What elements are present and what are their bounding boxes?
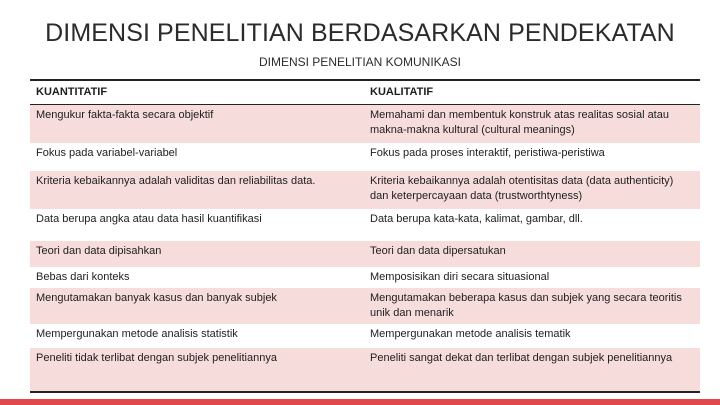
- header-kuantitatif: KUANTITATIF: [30, 80, 364, 105]
- header-kualitatif: KUALITATIF: [364, 80, 700, 105]
- cell-kualitatif: Mengutamakan beberapa kasus dan subjek yang secara teoritis unik dan menarik: [364, 288, 700, 324]
- cell-kualitatif: Kriteria kebaikannya adalah otentisitas data (data authenticity) dan keterpercayaan data (trustworthtyness): [364, 171, 700, 209]
- cell-kualitatif: Data berupa kata-kata, kalimat, gambar, dll.: [364, 209, 700, 241]
- table-row: [30, 241, 700, 267]
- cell-kuantitatif: Teori dan data dipisahkan: [30, 241, 364, 267]
- table-row: [30, 288, 700, 324]
- cell-kualitatif: Teori dan data dipersatukan: [364, 241, 700, 267]
- cell-kualitatif: Memposisikan diri secara situasional: [364, 267, 700, 288]
- table-row: [30, 348, 700, 392]
- cell-kuantitatif: Mengukur fakta-fakta secara objektif: [30, 105, 364, 143]
- cell-kuantitatif: Bebas dari konteks: [30, 267, 364, 288]
- slide-title: DIMENSI PENELITIAN BERDASARKAN PENDEKATAN: [45, 19, 675, 47]
- slide-subtitle: DIMENSI PENELITIAN KOMUNIKASI: [258, 55, 462, 69]
- accent-bar: [0, 399, 720, 405]
- table-row: [30, 267, 700, 288]
- cell-kuantitatif: Peneliti tidak terlibat dengan subjek penelitiannya: [30, 348, 364, 392]
- cell-kualitatif: Mempergunakan metode analisis tematik: [364, 324, 700, 348]
- cell-kuantitatif: Data berupa angka atau data hasil kuantifikasi: [30, 209, 364, 241]
- comparison-table: [30, 79, 700, 393]
- table-row: [30, 324, 700, 348]
- cell-kuantitatif: Fokus pada variabel-variabel: [30, 143, 364, 171]
- table-row: [30, 105, 700, 143]
- cell-kualitatif: Memahami dan membentuk konstruk atas realitas sosial atau makna-makna kultural (cultural meanings): [364, 105, 700, 143]
- cell-kuantitatif: Mempergunakan metode analisis statistik: [30, 324, 364, 348]
- cell-kualitatif: Fokus pada proses interaktif, peristiwa-peristiwa: [364, 143, 700, 171]
- table-row: [30, 143, 700, 171]
- cell-kualitatif: Peneliti sangat dekat dan terlibat dengan subjek penelitiannya: [364, 348, 700, 392]
- cell-kuantitatif: Kriteria kebaikannya adalah validitas dan reliabilitas data.: [30, 171, 364, 209]
- table-row: [30, 171, 700, 209]
- table-row: [30, 209, 700, 241]
- cell-kuantitatif: Mengutamakan banyak kasus dan banyak subjek: [30, 288, 364, 324]
- table-header-row: [30, 80, 700, 105]
